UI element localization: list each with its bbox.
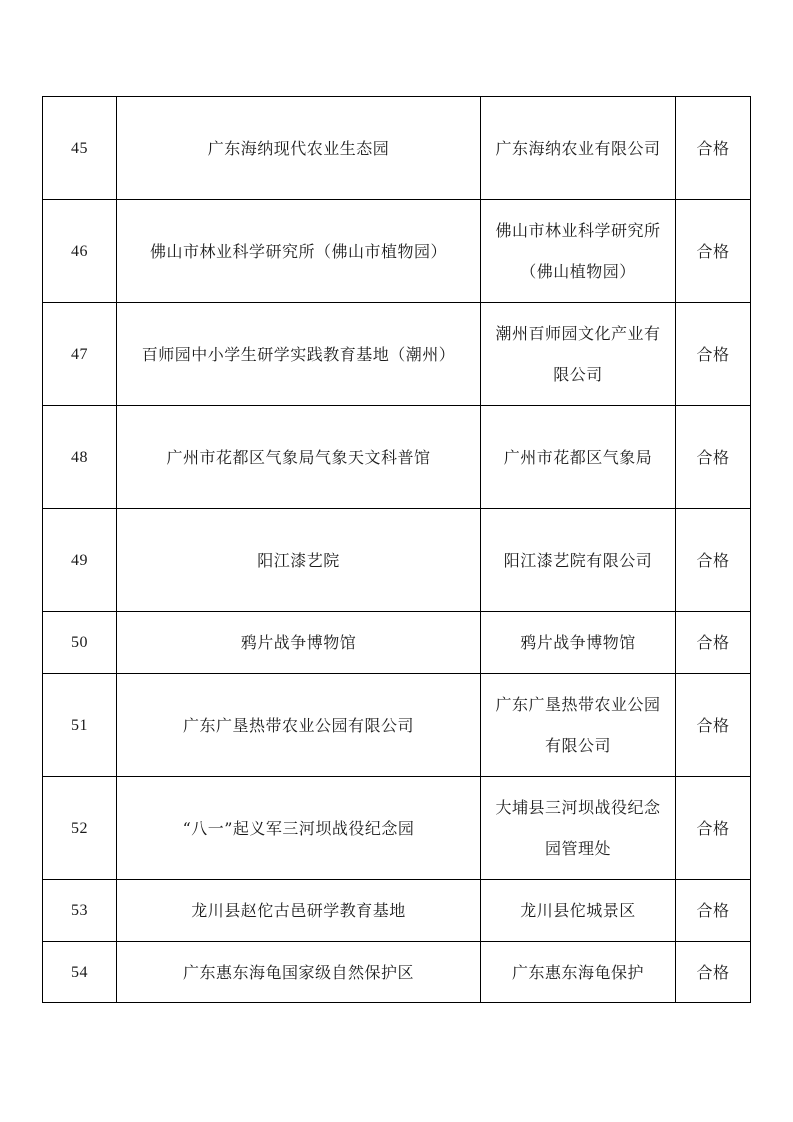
row-number: 50: [43, 612, 117, 674]
site-name: 佛山市林业科学研究所（佛山市植物园）: [117, 200, 481, 303]
row-number: 54: [43, 942, 117, 1003]
result: 合格: [676, 97, 751, 200]
result: 合格: [676, 880, 751, 942]
operating-unit: 鸦片战争博物馆: [481, 612, 676, 674]
site-name: 广东广垦热带农业公园有限公司: [117, 674, 481, 777]
operating-unit: 广东海纳农业有限公司: [481, 97, 676, 200]
operating-unit: 潮州百师园文化产业有限公司: [481, 303, 676, 406]
result: 合格: [676, 303, 751, 406]
site-name: 广东惠东海龟国家级自然保护区: [117, 942, 481, 1003]
site-name: 鸦片战争博物馆: [117, 612, 481, 674]
site-name: 阳江漆艺院: [117, 509, 481, 612]
table-row: [43, 942, 751, 1003]
table-row: [43, 612, 751, 674]
table-row: [43, 97, 751, 200]
table-row: [43, 406, 751, 509]
operating-unit: 佛山市林业科学研究所（佛山植物园）: [481, 200, 676, 303]
row-number: 49: [43, 509, 117, 612]
result: 合格: [676, 942, 751, 1003]
operating-unit: 阳江漆艺院有限公司: [481, 509, 676, 612]
operating-unit: 广东惠东海龟保护: [481, 942, 676, 1003]
results-table: [42, 96, 751, 1003]
table-row: [43, 777, 751, 880]
result: 合格: [676, 777, 751, 880]
site-name: 百师园中小学生研学实践教育基地（潮州）: [117, 303, 481, 406]
operating-unit: 广州市花都区气象局: [481, 406, 676, 509]
site-name: 龙川县赵佗古邑研学教育基地: [117, 880, 481, 942]
table-row: [43, 200, 751, 303]
site-name: “八一”起义军三河坝战役纪念园: [117, 777, 481, 880]
table-row: [43, 303, 751, 406]
site-name: 广东海纳现代农业生态园: [117, 97, 481, 200]
row-number: 51: [43, 674, 117, 777]
operating-unit: 龙川县佗城景区: [481, 880, 676, 942]
site-name: 广州市花都区气象局气象天文科普馆: [117, 406, 481, 509]
row-number: 52: [43, 777, 117, 880]
row-number: 47: [43, 303, 117, 406]
operating-unit: 广东广垦热带农业公园有限公司: [481, 674, 676, 777]
table-row: [43, 674, 751, 777]
row-number: 45: [43, 97, 117, 200]
result: 合格: [676, 612, 751, 674]
operating-unit: 大埔县三河坝战役纪念园管理处: [481, 777, 676, 880]
row-number: 46: [43, 200, 117, 303]
result: 合格: [676, 674, 751, 777]
table-row: [43, 509, 751, 612]
table-row: [43, 880, 751, 942]
row-number: 48: [43, 406, 117, 509]
result: 合格: [676, 200, 751, 303]
result: 合格: [676, 406, 751, 509]
result: 合格: [676, 509, 751, 612]
row-number: 53: [43, 880, 117, 942]
